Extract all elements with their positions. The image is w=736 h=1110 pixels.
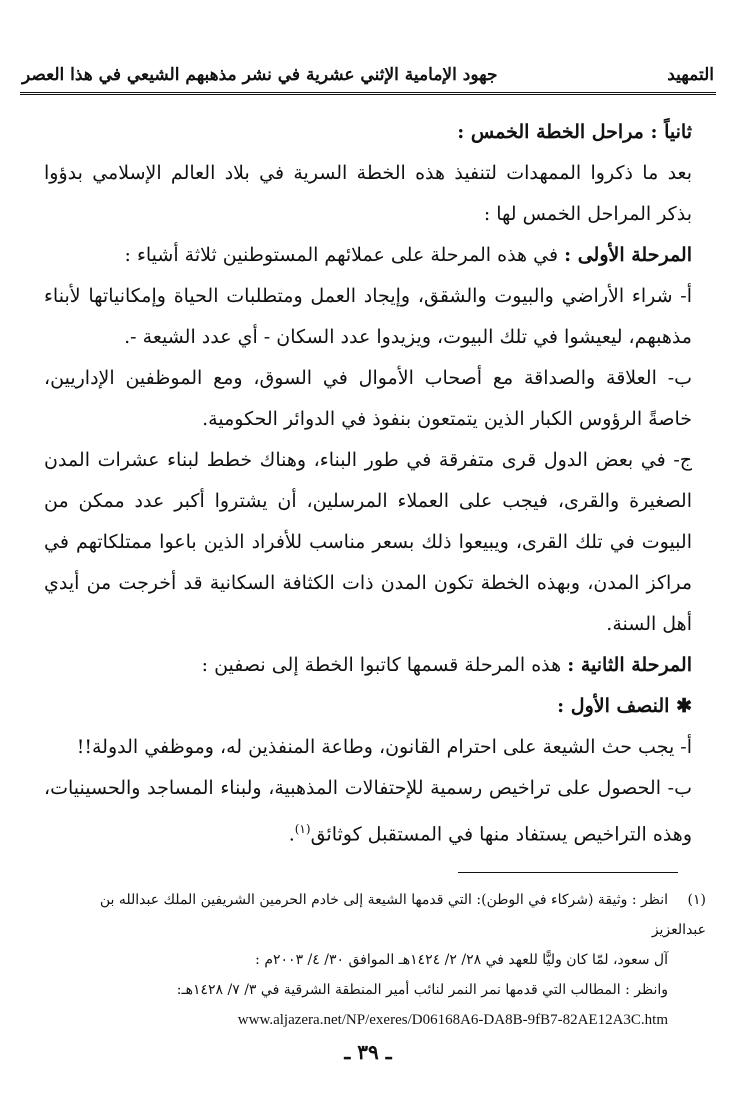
stage1-label: المرحلة الأولى : <box>564 244 692 266</box>
stage2-item-b-text: ب- الحصول على تراخيص رسمية للإحتفالات المذهبية، ولبناء المساجد والحسينيات، وهذه التراخيص يستفاد منها في المستقبل كوثائق <box>44 777 692 846</box>
footnote-url[interactable]: www.aljazera.net/NP/exeres/D06168A6-DA8B-9fB7-82AE12A3C.htm <box>237 1012 668 1028</box>
stage2-label: المرحلة الثانية : <box>567 654 692 676</box>
footnote-number: (١) <box>687 892 706 908</box>
footnote-divider <box>458 872 678 873</box>
stage1-item-b: ب- العلاقة والصداقة مع أصحاب الأموال في السوق، ومع الموظفين الإداريين، خاصةً الرؤوس الكبار الذين يتمتعون بنفوذ في الدوائر الحكومية. <box>44 367 692 430</box>
footnotes <box>44 885 706 1035</box>
page-number: ـ ٣٩ ـ <box>344 1040 392 1064</box>
half1-title: النصف الأول : <box>557 695 670 717</box>
half1-heading <box>44 686 692 727</box>
running-header <box>22 58 714 92</box>
footnote-line-1 <box>44 885 706 945</box>
stage2-item-b <box>44 768 692 855</box>
footnote-line-3: وانظر : المطالب التي قدمها نمر النمر لنائب أمير المنطقة الشرقية في ٣/ ٧/ ١٤٢٨هـ: <box>176 982 668 998</box>
stage2-text: هذه المرحلة قسمها كاتبوا الخطة إلى نصفين : <box>201 654 568 676</box>
stage1-paragraph <box>44 235 692 276</box>
end-mark: . <box>288 823 295 846</box>
header-divider <box>20 92 716 95</box>
stage1-item-a: أ- شراء الأراضي والبيوت والشقق، وإيجاد العمل ومتطلبات الحياة وإمكانياتها لأبناء مذهبهم، ليعيشوا في تلك البيوت، ويزيدوا عدد السكان - أي عدد الشيعة -. <box>44 285 692 348</box>
footnote-line-2: آل سعود، لمّا كان وليًّا للعهد في ٢٨/ ٢/ ١٤٢٤هـ الموافق ٣٠/ ٤/ ٢٠٠٣م : <box>255 952 668 968</box>
main-text <box>44 112 692 855</box>
stage1-item-c: ج- في بعض الدول قرى متفرقة في طور البناء، وهناك خطط لبناء عشرات المدن الصغيرة والقرى، فيجب على العملاء المرسلين، أن يشتروا أكبر عدد ممكن من البيوت في تلك القرى، ويبيعوا ذلك بسعر مناسب للأفراد الذين باعوا ممتلكاتهم في مراكز المدن، وبهذه الخطة تكون المدن ذات الكثافة السكانية قد أخرجت من أيدي أهل السنة. <box>44 449 692 635</box>
chapter-title: التمهيد <box>667 65 714 85</box>
section-title: ثانياً : مراحل الخطة الخمس : <box>457 121 692 143</box>
stage2-paragraph <box>44 645 692 686</box>
stage1-text: في هذه المرحلة على عملائهم المستوطنين ثلاثة أشياء : <box>124 244 565 266</box>
footnote-text-1: انظر : وثيقة (شركاء في الوطن): التي قدمها الشيعة إلى خادم الحرمين الشريفين الملك عبدالله بن عبدالعزيز <box>99 892 706 938</box>
asterisk-icon: ✱ <box>669 695 692 717</box>
footnote-ref[interactable]: (١) <box>294 822 311 836</box>
book-title: جهود الإمامية الإثني عشرية في نشر مذهبهم الشيعي في هذا العصر <box>22 65 498 85</box>
intro-paragraph: بعد ما ذكروا الممهدات لتنفيذ هذه الخطة السرية في بلاد العالم الإسلامي بدؤوا بذكر المراحل الخمس لها : <box>44 162 692 225</box>
stage2-item-a: أ- يجب حث الشيعة على احترام القانون، وطاعة المنفذين له، وموظفي الدولة!! <box>76 736 692 758</box>
